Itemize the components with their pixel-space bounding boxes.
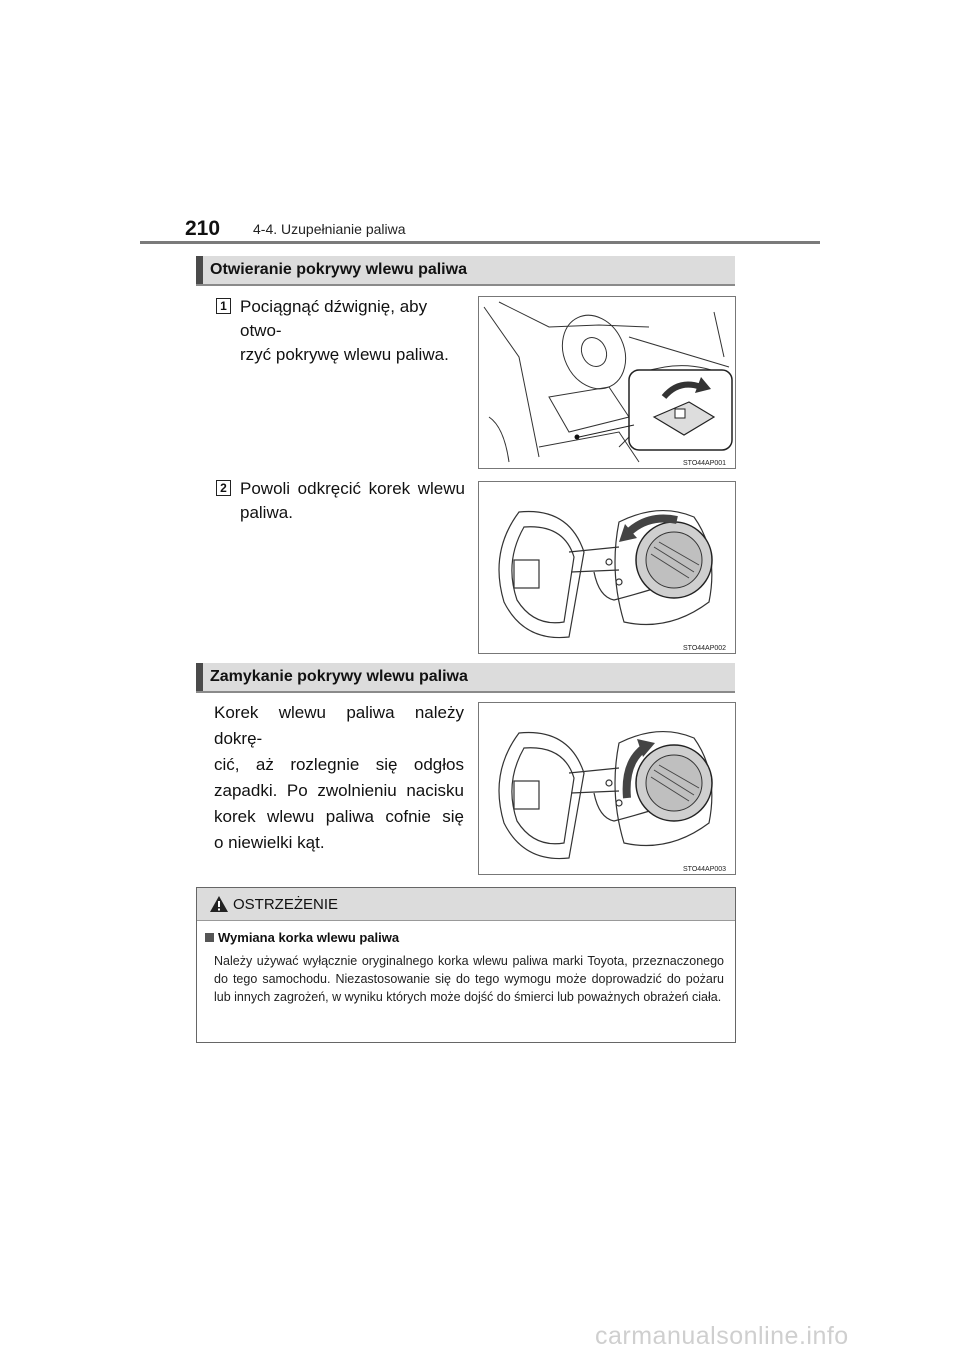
section-header-open: [196, 256, 735, 286]
closing-instructions: [214, 700, 464, 856]
warning-box: [196, 887, 736, 1043]
fuel-cap: [636, 745, 712, 821]
header-rule: [140, 241, 820, 244]
section-header-close: [196, 663, 735, 693]
step-number-badge: 1: [216, 298, 231, 314]
fuel-cap: [636, 522, 712, 598]
section-accent: [196, 663, 203, 691]
section-title: Otwieranie pokrywy wlewu paliwa: [210, 261, 467, 278]
section-title: Zamykanie pokrywy wlewu paliwa: [210, 668, 468, 685]
step-1-line-2: rzyć pokrywę wlewu paliwa.: [240, 345, 449, 364]
step-2-line-2: paliwa.: [240, 503, 293, 522]
car-interior-illustration: [479, 297, 735, 468]
warning-label: OSTRZEŻENIE: [233, 896, 339, 913]
closing-line: Korek wlewu paliwa należy dokrę-: [214, 703, 464, 748]
warning-triangle-icon: [209, 895, 229, 913]
closing-line: korek wlewu paliwa cofnie się: [214, 807, 464, 826]
step-1-line-1: Pociągnąć dźwignię, aby otwo-: [240, 297, 428, 340]
page-number: 210: [185, 217, 221, 240]
warning-text: Należy używać wyłącznie oryginalnego korka wlewu paliwa marki Toyota, przeznaczonego do tego samochodu. Niezastosowanie się do tego wymogu może doprowadzić do pożaru lub innych zagrożeń, w wyniku których może dojść do śmierci lub poważnych obrażeń ciała.: [214, 954, 724, 1004]
figure-cap-open: [478, 481, 736, 654]
step-2-text: [240, 477, 465, 525]
closing-line: o niewielki kąt.: [214, 833, 325, 852]
watermark: carmanualsonline.info: [595, 1322, 849, 1350]
step-number-badge: 2: [216, 480, 231, 496]
section-accent: [196, 256, 203, 284]
fuel-cap-tighten-illustration: [479, 703, 735, 874]
fuel-pump-icon: [675, 409, 685, 418]
closing-line: cić, aż rozlegnie się odgłos: [214, 755, 464, 774]
figure-code: STO44AP002: [683, 645, 727, 652]
bullet-square-icon: [205, 933, 214, 942]
closing-line: zapadki. Po zwolnieniu nacisku: [214, 781, 464, 800]
figure-code: STO44AP003: [683, 866, 727, 873]
chapter-title: 4-4. Uzupełnianie paliwa: [253, 221, 406, 237]
step-1-text: [240, 295, 465, 367]
figure-cap-close: [478, 702, 736, 875]
fuel-cap-unscrew-illustration: [479, 482, 735, 653]
warning-header: [197, 888, 735, 921]
figure-code: STO44AP001: [683, 460, 727, 467]
warning-subtitle: [205, 930, 399, 945]
figure-fuel-lever: [478, 296, 736, 469]
warning-subtitle-text: Wymiana korka wlewu paliwa: [218, 930, 400, 945]
step-2-line-1: Powoli odkręcić korek wlewu: [240, 479, 465, 498]
